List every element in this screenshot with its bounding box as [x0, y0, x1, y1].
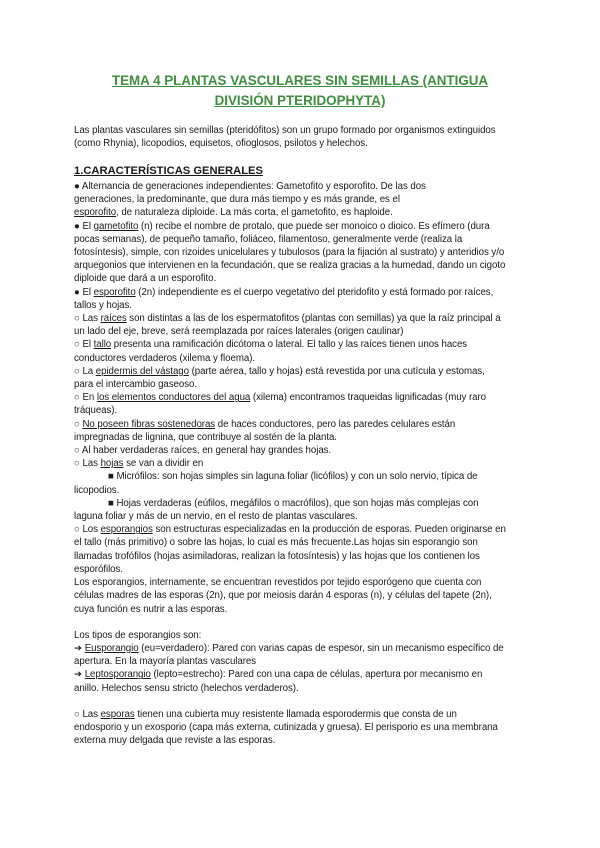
text-span: ● El [74, 286, 94, 298]
term-leptosporangio: Leptosporangio [84, 669, 151, 681]
arrow-item-eusporangio [74, 642, 534, 668]
text-line: apertura. En la mayoría plantas vasculares [74, 656, 257, 668]
text-line: conductores verdaderos (xilema y floema). [74, 352, 256, 364]
text-line [74, 206, 534, 219]
spacer [74, 616, 534, 629]
subbullet-hojas [74, 457, 534, 470]
text-span: ● El [74, 220, 94, 232]
text-span: se van a dividir en [123, 458, 204, 470]
text-span: (n) recibe el nombre de protalo, que puede ser monoico o dioico. Es efímero (dura [138, 220, 490, 232]
term-esporofito: esporofito [74, 207, 117, 219]
paragraph-tipos: Los tipos de esporangios son: [74, 629, 202, 641]
square-bullet-microfilos [74, 470, 534, 496]
bullet-gametofito [74, 220, 534, 286]
text-span: de haces conductores, pero las paredes celulares están [215, 418, 456, 430]
text-span: ○ Las [74, 313, 101, 325]
term-gametofito: gametofito [93, 220, 139, 232]
text-line [74, 708, 534, 721]
spacer [74, 695, 534, 708]
subbullet-conductores [74, 391, 534, 417]
document-title [60, 71, 540, 111]
term-raices: raíces [100, 313, 127, 325]
text-span: son distintas a las de los espermatofitos (plantas con semillas) ya que la raíz principal a [126, 313, 501, 325]
term-tallo: tallo [93, 339, 112, 351]
paragraph-esporangios [74, 576, 534, 616]
text-span: (xilema) encontramos traqueidas lignificadas (muy raro [250, 392, 487, 404]
bullet-generaciones [74, 180, 534, 220]
text-line: diploide que dará a un esporofito. [74, 273, 217, 285]
arrow-icon: ➔ [74, 669, 85, 681]
text-span: ○ Las [74, 708, 101, 720]
title-line-1: TEMA 4 PLANTAS VASCULARES SIN SEMILLAS (ANTIGUA [111, 73, 489, 88]
text-line: externa muy delgada que reviste a las esporas. [74, 735, 276, 747]
subbullet-fibras [74, 418, 534, 444]
text-line [74, 286, 534, 299]
text-line: tallos y hojas. [74, 299, 132, 311]
text-span: (lepto=estrecho): Pared con una capa de células, apertura por mecanismo en [150, 669, 483, 681]
text-line: un lado del eje, breve, será reemplazada por raíces laterales (origen caulinar) [74, 326, 404, 338]
text-line [74, 365, 534, 378]
text-line: células madres de las esporas (2n), que por meiosis darán 4 esporas (n), y células del tapete (2n), [74, 590, 492, 602]
text-span: presenta una ramificación dicótoma o lateral. El tallo y las raíces tienen unos haces [111, 339, 468, 351]
text-line: anillo. Helechos sensu stricto (helechos verdaderos). [74, 682, 299, 694]
text-line: pocas semanas), de pequeño tamaño, foliáceo, filamentoso, generalmente verde (realiza la [74, 233, 463, 245]
text-line: ■ Hojas verdaderas (eúfilos, megáfilos o macrófilos), que son hojas más complejas con [108, 497, 479, 509]
text-line: tráqueas). [74, 405, 118, 417]
text-line: impregnadas de lignina, que contribuye al sostén de la planta. [74, 431, 337, 443]
intro-line: Las plantas vasculares sin semillas (pteridófitos) son un grupo formado por organismos extinguidos [74, 125, 496, 136]
subbullet-tallo [74, 338, 534, 364]
text-line [74, 338, 534, 351]
intro-paragraph [74, 124, 534, 150]
text-span: ○ La [74, 365, 96, 377]
bullet-esporofito [74, 286, 534, 312]
text-line: generaciones, la predominante, que dura más tiempo y es más grande, es el [74, 194, 400, 206]
term-conductores: los elementos conductores del agua [96, 392, 251, 404]
text-line [74, 220, 534, 233]
text-line: laguna foliar y más de un nervio, en el resto de plantas vasculares. [74, 511, 358, 523]
text-span: ○ Las [74, 458, 101, 470]
text-line [74, 418, 534, 431]
text-line [74, 391, 534, 404]
term-fibras: No poseen fibras sostenedoras [82, 418, 216, 430]
subbullet-hojas-grandes: ○ Al haber verdaderas raíces, en general hay grandes hojas. [74, 445, 332, 457]
term-esporas: esporas [100, 708, 135, 720]
arrow-icon: ➔ [74, 642, 85, 654]
term-esporofito: esporofito [93, 286, 136, 298]
text-span: ○ El [74, 339, 94, 351]
text-line: ■ Micrófilos: son hojas simples sin laguna foliar (licófilos) y con un solo nervio, típica de [108, 471, 478, 483]
text-span: tienen una cubierta muy resistente llamada esporodermis que consta de un [134, 708, 457, 720]
text-line: ● Alternancia de generaciones independientes: Gametofito y esporofito. De las dos [74, 181, 426, 192]
term-epidermis: epidermis del vástago [95, 365, 189, 377]
term-eusporangio: Eusporangio [84, 642, 139, 654]
text-line: fotosíntesis), simple, con rizoides unicelulares y tubulosos (para la fijación al sustrato) y anteridios y/o [74, 247, 505, 259]
text-span: , de naturaleza diploide. La más corta, el gametofito, es haploide. [116, 207, 393, 219]
text-line [74, 523, 534, 536]
text-span: son estructuras especializadas en la producción de esporas. Pueden originarse en [152, 524, 506, 536]
subbullet-raices [74, 312, 534, 338]
text-span: ○ En [74, 392, 97, 404]
text-line [74, 642, 534, 655]
text-span: ○ [74, 418, 83, 430]
arrow-item-leptosporangio [74, 668, 534, 694]
title-line-2: DIVISIÓN PTERIDOPHYTA) [214, 93, 386, 108]
subbullet-esporas [74, 708, 534, 748]
text-line: endosporio y un exosporio (capa más externa, cutinizada y gruesa). El perisporio es una membrana [74, 721, 498, 733]
term-hojas: hojas [100, 458, 124, 470]
text-line [74, 668, 534, 681]
text-line: licopodios. [74, 484, 120, 496]
text-span: ○ Los [74, 524, 101, 536]
text-line [74, 312, 534, 325]
section-heading: 1.CARACTERÍSTICAS GENERALES [74, 165, 263, 177]
intro-line: (como Rhynia), licopodios, equisetos, ofioglosos, psilotos y helechos. [74, 138, 368, 150]
square-bullet-eufilos [74, 497, 534, 523]
text-line: arquegonios que intervienen en la fecundación, que se realiza gracias a la humedad, dando un cigoto [74, 260, 506, 272]
text-line: el tallo (más primitivo) o sobre las hojas, lo cual es más frecuente.Las hojas sin esporangio son [74, 537, 478, 549]
text-span: (eu=verdadero): Pared con varias capas de espesor, sin un mecanismo específico de [138, 642, 504, 654]
subbullet-epidermis [74, 365, 534, 391]
text-line: para el intercambio gaseoso. [74, 379, 197, 391]
section-body [74, 180, 534, 747]
text-line: esporófilos. [74, 563, 123, 575]
subbullet-esporangios [74, 523, 534, 576]
text-line: llamadas trofófilos (hojas asimiladoras, realizan la fotosíntesis) y las hojas que los contienen los [74, 550, 480, 562]
term-esporangios: esporangios [100, 524, 153, 536]
text-span: (parte aérea, tallo y hojas) está revestida por una cutícula y estomas, [188, 365, 485, 377]
text-span: (2n) independiente es el cuerpo vegetativo del pteridofito y está formado por raíces, [135, 286, 494, 298]
text-line: Los esporangios, internamente, se encuentran revestidos por tejido esporógeno que cuenta con [74, 577, 482, 589]
text-line: cuya función es nutrir a las esporas. [74, 603, 228, 615]
